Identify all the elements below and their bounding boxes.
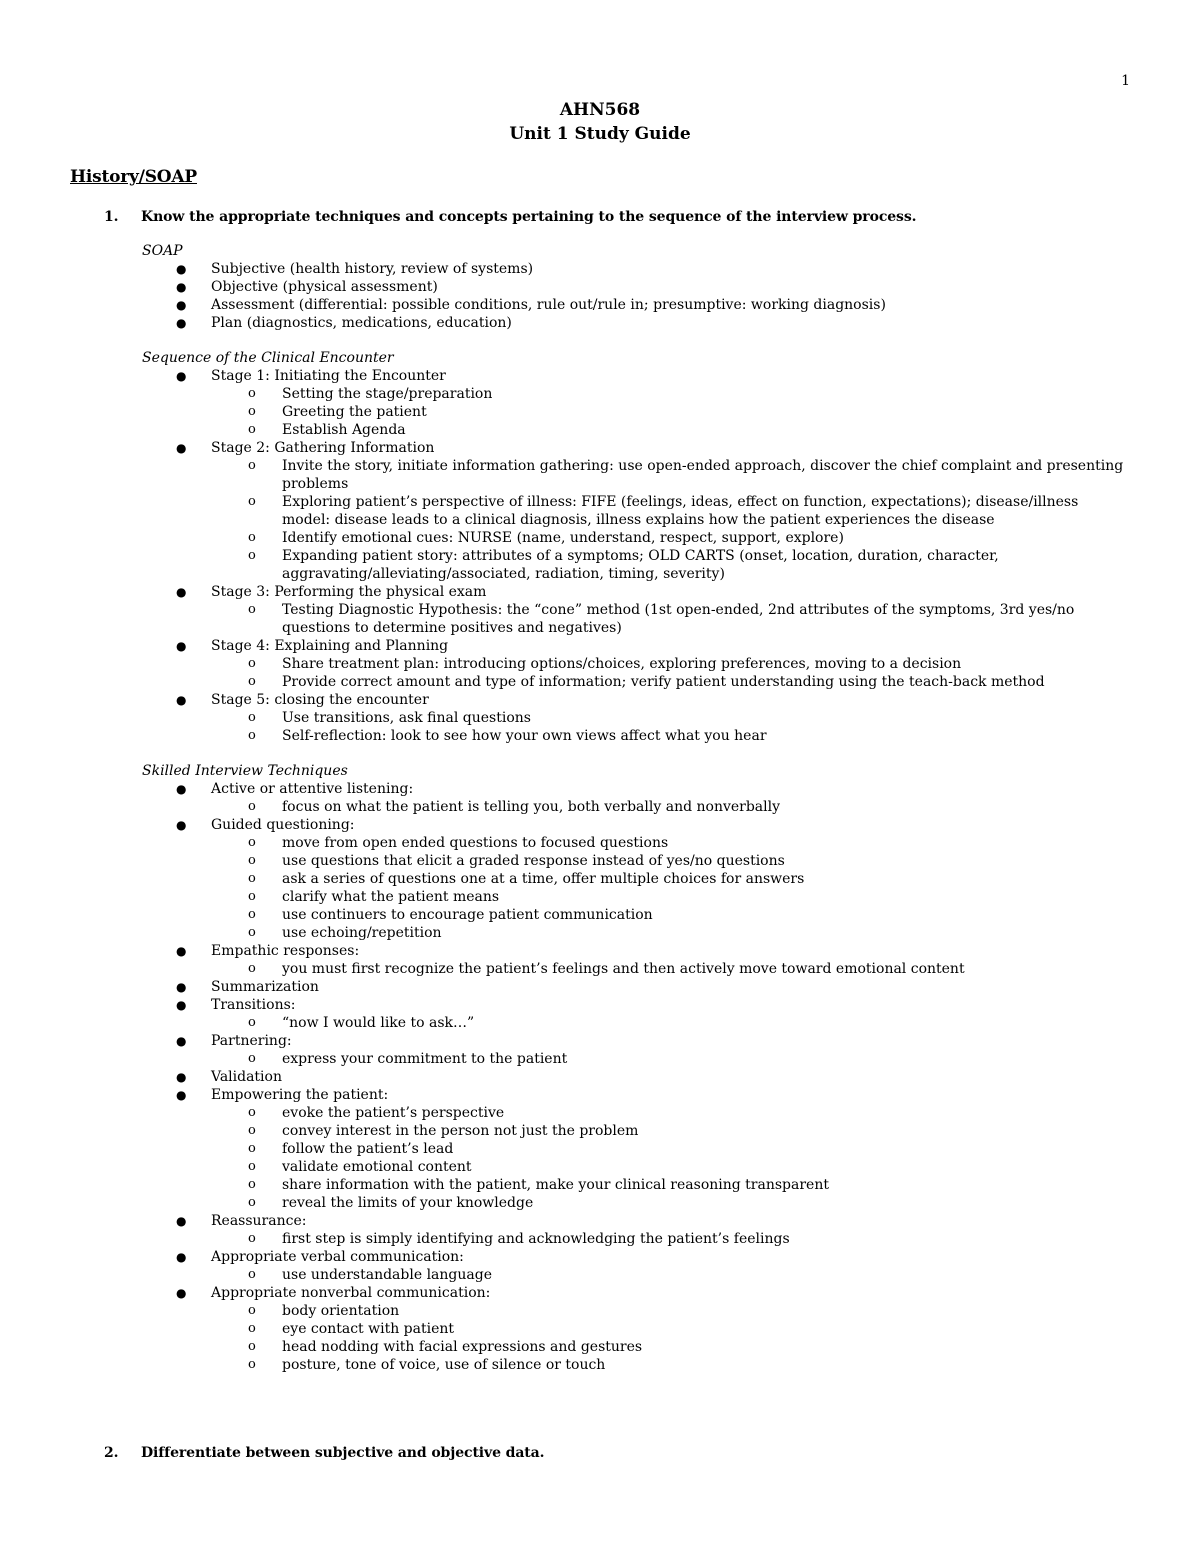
circle-bullet-icon: o	[248, 853, 256, 868]
sub-bullet-text: head nodding with facial expressions and gestures	[282, 1339, 643, 1355]
bullet-text: Plan (diagnostics, medications, education)	[211, 315, 512, 331]
sub-bullet-text: Exploring patient’s perspective of illness: FIFE (feelings, ideas, effect on function, expectations); disease/illness model: disease leads to a clinical diagnosis, illness explains how the patient experiences the disease	[282, 494, 1079, 528]
topic-group	[0, 349, 1200, 745]
sub-bullet-item	[0, 403, 1200, 421]
bullet-item	[0, 1248, 1200, 1284]
circle-bullet-icon: o	[248, 1159, 256, 1174]
question-number: 1.	[104, 209, 119, 225]
sub-bullet-text: ask a series of questions one at a time, offer multiple choices for answers	[282, 871, 805, 887]
circle-bullet-icon: o	[248, 386, 256, 401]
circle-bullet-icon: o	[248, 404, 256, 419]
circle-bullet-icon: o	[248, 889, 256, 904]
bullet-icon: ●	[176, 1214, 187, 1228]
sub-bullet-text: Invite the story, initiate information gathering: use open-ended approach, discover the chief complaint and presenting problems	[282, 458, 1124, 492]
sub-bullet-item	[0, 493, 1200, 529]
sub-bullet-text: Share treatment plan: introducing options/choices, exploring preferences, moving to a decision	[282, 656, 962, 672]
sub-bullet-item	[0, 1158, 1200, 1176]
bullet-text: Subjective (health history, review of systems)	[211, 261, 534, 277]
bullet-icon: ●	[176, 693, 187, 707]
bullet-text: Stage 5: closing the encounter	[211, 692, 429, 708]
document-title	[0, 98, 1200, 146]
bullet-icon: ●	[176, 262, 187, 276]
question-text: Know the appropriate techniques and concepts pertaining to the sequence of the interview process.	[141, 209, 917, 225]
sub-bullet-item	[0, 834, 1200, 852]
sub-bullet-list	[211, 1266, 1200, 1284]
sub-bullet-item	[0, 798, 1200, 816]
sub-bullet-item	[0, 1356, 1200, 1374]
sub-bullet-list	[211, 601, 1200, 637]
bullet-icon: ●	[176, 298, 187, 312]
circle-bullet-icon: o	[248, 530, 256, 545]
sub-bullet-item	[0, 906, 1200, 924]
sub-bullet-item	[0, 727, 1200, 745]
sub-bullet-list	[211, 1302, 1200, 1374]
bullet-icon: ●	[176, 998, 187, 1012]
sub-bullet-item	[0, 852, 1200, 870]
sub-bullet-list	[211, 1104, 1200, 1212]
sub-bullet-item	[0, 529, 1200, 547]
sub-bullet-item	[0, 1338, 1200, 1356]
bullet-list	[0, 367, 1200, 745]
sub-bullet-list	[211, 960, 1200, 978]
bullet-item	[0, 314, 1200, 332]
bullet-item	[0, 1212, 1200, 1248]
sub-bullet-list	[211, 1014, 1200, 1032]
sub-bullet-item	[0, 870, 1200, 888]
bullet-item	[0, 296, 1200, 314]
circle-bullet-icon: o	[248, 799, 256, 814]
circle-bullet-icon: o	[248, 548, 256, 563]
bullet-list	[0, 780, 1200, 1374]
topic-group	[0, 762, 1200, 1374]
question-2	[104, 1444, 544, 1462]
bullet-text: Reassurance:	[211, 1213, 307, 1229]
circle-bullet-icon: o	[248, 494, 256, 509]
sub-bullet-text: convey interest in the person not just the problem	[282, 1123, 639, 1139]
sub-bullet-item	[0, 547, 1200, 583]
question-text: Differentiate between subjective and objective data.	[141, 1445, 545, 1461]
sub-bullet-item	[0, 1122, 1200, 1140]
bullet-icon: ●	[176, 818, 187, 832]
bullet-icon: ●	[176, 1250, 187, 1264]
bullet-text: Stage 4: Explaining and Planning	[211, 638, 449, 654]
guide-title: Unit 1 Study Guide	[509, 124, 691, 144]
group-title: SOAP	[142, 243, 183, 259]
bullet-text: Stage 2: Gathering Information	[211, 440, 435, 456]
circle-bullet-icon: o	[248, 1195, 256, 1210]
sub-bullet-item	[0, 960, 1200, 978]
bullet-icon: ●	[176, 944, 187, 958]
circle-bullet-icon: o	[248, 1357, 256, 1372]
bullet-icon: ●	[176, 1070, 187, 1084]
circle-bullet-icon: o	[248, 710, 256, 725]
circle-bullet-icon: o	[248, 728, 256, 743]
sub-bullet-text: use questions that elicit a graded response instead of yes/no questions	[282, 853, 785, 869]
sub-bullet-list	[211, 655, 1200, 691]
group-title: Skilled Interview Techniques	[142, 763, 348, 779]
sub-bullet-list	[211, 1230, 1200, 1248]
sub-bullet-text: body orientation	[282, 1303, 400, 1319]
circle-bullet-icon: o	[248, 422, 256, 437]
sub-bullet-text: Provide correct amount and type of information; verify patient understanding using the teach-back method	[282, 674, 1045, 690]
sub-bullet-text: Identify emotional cues: NURSE (name, understand, respect, support, explore)	[282, 530, 844, 546]
bullet-icon: ●	[176, 639, 187, 653]
bullet-list	[0, 260, 1200, 332]
sub-bullet-text: share information with the patient, make your clinical reasoning transparent	[282, 1177, 829, 1193]
group-spacer	[0, 332, 1200, 349]
bullet-item	[0, 978, 1200, 996]
bullet-text: Appropriate verbal communication:	[211, 1249, 464, 1265]
circle-bullet-icon: o	[248, 1123, 256, 1138]
sub-bullet-text: first step is simply identifying and acknowledging the patient’s feelings	[282, 1231, 790, 1247]
section-heading: History/SOAP	[70, 167, 197, 187]
sub-bullet-item	[0, 655, 1200, 673]
circle-bullet-icon: o	[248, 1015, 256, 1030]
sub-bullet-text: reveal the limits of your knowledge	[282, 1195, 534, 1211]
sub-bullet-text: Testing Diagnostic Hypothesis: the “cone” method (1st open-ended, 2nd attributes of the symptoms, 3rd yes/no questions to determine positives and negatives)	[282, 602, 1075, 636]
sub-bullet-item	[0, 924, 1200, 942]
circle-bullet-icon: o	[248, 602, 256, 617]
sub-bullet-item	[0, 673, 1200, 691]
question-number: 2.	[104, 1445, 119, 1461]
bullet-item	[0, 278, 1200, 296]
circle-bullet-icon: o	[248, 1105, 256, 1120]
circle-bullet-icon: o	[248, 674, 256, 689]
sub-bullet-item	[0, 1176, 1200, 1194]
bullet-text: Transitions:	[211, 997, 296, 1013]
bullet-item	[0, 1086, 1200, 1212]
circle-bullet-icon: o	[248, 1267, 256, 1282]
sub-bullet-item	[0, 1050, 1200, 1068]
bullet-text: Partnering:	[211, 1033, 292, 1049]
sub-bullet-text: follow the patient’s lead	[282, 1141, 454, 1157]
bullet-icon: ●	[176, 1088, 187, 1102]
sub-bullet-item	[0, 1104, 1200, 1122]
bullet-text: Active or attentive listening:	[211, 781, 414, 797]
sub-bullet-text: Establish Agenda	[282, 422, 406, 438]
bullet-text: Empowering the patient:	[211, 1087, 389, 1103]
bullet-icon: ●	[176, 980, 187, 994]
circle-bullet-icon: o	[248, 907, 256, 922]
sub-bullet-text: clarify what the patient means	[282, 889, 500, 905]
sub-bullet-text: eye contact with patient	[282, 1321, 454, 1337]
bullet-text: Stage 3: Performing the physical exam	[211, 584, 487, 600]
bullet-item	[0, 583, 1200, 637]
bullet-icon: ●	[176, 1034, 187, 1048]
circle-bullet-icon: o	[248, 656, 256, 671]
sub-bullet-item	[0, 1266, 1200, 1284]
bullet-icon: ●	[176, 585, 187, 599]
circle-bullet-icon: o	[248, 1339, 256, 1354]
sub-bullet-list	[211, 457, 1200, 583]
group-spacer	[0, 745, 1200, 762]
sub-bullet-list	[211, 798, 1200, 816]
circle-bullet-icon: o	[248, 835, 256, 850]
sub-bullet-item	[0, 457, 1200, 493]
circle-bullet-icon: o	[248, 1231, 256, 1246]
bullet-item	[0, 439, 1200, 583]
bullet-icon: ●	[176, 441, 187, 455]
sub-bullet-item	[0, 421, 1200, 439]
sub-bullet-text: Self-reflection: look to see how your own views affect what you hear	[282, 728, 767, 744]
bullet-text: Appropriate nonverbal communication:	[211, 1285, 491, 1301]
sub-bullet-text: focus on what the patient is telling you, both verbally and nonverbally	[282, 799, 781, 815]
sub-bullet-text: Setting the stage/preparation	[282, 386, 493, 402]
sub-bullet-text: you must first recognize the patient’s feelings and then actively move toward emotional content	[282, 961, 965, 977]
bullet-text: Stage 1: Initiating the Encounter	[211, 368, 446, 384]
sub-bullet-item	[0, 1014, 1200, 1032]
bullet-text: Empathic responses:	[211, 943, 360, 959]
sub-bullet-text: use understandable language	[282, 1267, 492, 1283]
sub-bullet-text: move from open ended questions to focused questions	[282, 835, 669, 851]
bullet-text: Validation	[211, 1069, 282, 1085]
circle-bullet-icon: o	[248, 1177, 256, 1192]
study-guide-content	[0, 242, 1200, 1374]
bullet-text: Assessment (differential: possible conditions, rule out/rule in; presumptive: working diagnosis)	[211, 297, 886, 313]
sub-bullet-text: use echoing/repetition	[282, 925, 442, 941]
bullet-item	[0, 260, 1200, 278]
sub-bullet-list	[211, 1050, 1200, 1068]
sub-bullet-item	[0, 1230, 1200, 1248]
bullet-text: Summarization	[211, 979, 319, 995]
sub-bullet-item	[0, 1140, 1200, 1158]
bullet-text: Guided questioning:	[211, 817, 355, 833]
bullet-icon: ●	[176, 1286, 187, 1300]
bullet-item	[0, 1284, 1200, 1374]
sub-bullet-item	[0, 709, 1200, 727]
bullet-item	[0, 816, 1200, 942]
circle-bullet-icon: o	[248, 871, 256, 886]
circle-bullet-icon: o	[248, 1321, 256, 1336]
bullet-item	[0, 942, 1200, 978]
bullet-item	[0, 637, 1200, 691]
bullet-icon: ●	[176, 369, 187, 383]
sub-bullet-list	[211, 834, 1200, 942]
group-title: Sequence of the Clinical Encounter	[142, 350, 394, 366]
circle-bullet-icon: o	[248, 961, 256, 976]
sub-bullet-text: Use transitions, ask final questions	[282, 710, 531, 726]
sub-bullet-item	[0, 1194, 1200, 1212]
bullet-item	[0, 1032, 1200, 1068]
bullet-icon: ●	[176, 316, 187, 330]
sub-bullet-list	[211, 385, 1200, 439]
sub-bullet-text: Expanding patient story: attributes of a symptoms; OLD CARTS (onset, location, duration, character, aggravating/alleviating/associated, radiation, timing, severity)	[282, 548, 999, 582]
bullet-item	[0, 1068, 1200, 1086]
circle-bullet-icon: o	[248, 1051, 256, 1066]
sub-bullet-text: use continuers to encourage patient communication	[282, 907, 653, 923]
sub-bullet-text: evoke the patient’s perspective	[282, 1105, 505, 1121]
bullet-item	[0, 780, 1200, 816]
course-code: AHN568	[559, 100, 641, 120]
sub-bullet-item	[0, 1320, 1200, 1338]
sub-bullet-text: validate emotional content	[282, 1159, 472, 1175]
bullet-item	[0, 367, 1200, 439]
sub-bullet-item	[0, 1302, 1200, 1320]
bullet-icon: ●	[176, 280, 187, 294]
question-1	[104, 208, 916, 226]
topic-group	[0, 242, 1200, 332]
circle-bullet-icon: o	[248, 925, 256, 940]
bullet-icon: ●	[176, 782, 187, 796]
sub-bullet-item	[0, 888, 1200, 906]
page-number: 1	[1121, 73, 1130, 89]
bullet-item	[0, 996, 1200, 1032]
sub-bullet-text: posture, tone of voice, use of silence or touch	[282, 1357, 606, 1373]
sub-bullet-list	[211, 709, 1200, 745]
sub-bullet-text: Greeting the patient	[282, 404, 427, 420]
sub-bullet-item	[0, 601, 1200, 637]
circle-bullet-icon: o	[248, 1141, 256, 1156]
sub-bullet-item	[0, 385, 1200, 403]
sub-bullet-text: “now I would like to ask…”	[282, 1015, 475, 1031]
circle-bullet-icon: o	[248, 1303, 256, 1318]
sub-bullet-text: express your commitment to the patient	[282, 1051, 568, 1067]
bullet-text: Objective (physical assessment)	[211, 279, 438, 295]
circle-bullet-icon: o	[248, 458, 256, 473]
bullet-item	[0, 691, 1200, 745]
